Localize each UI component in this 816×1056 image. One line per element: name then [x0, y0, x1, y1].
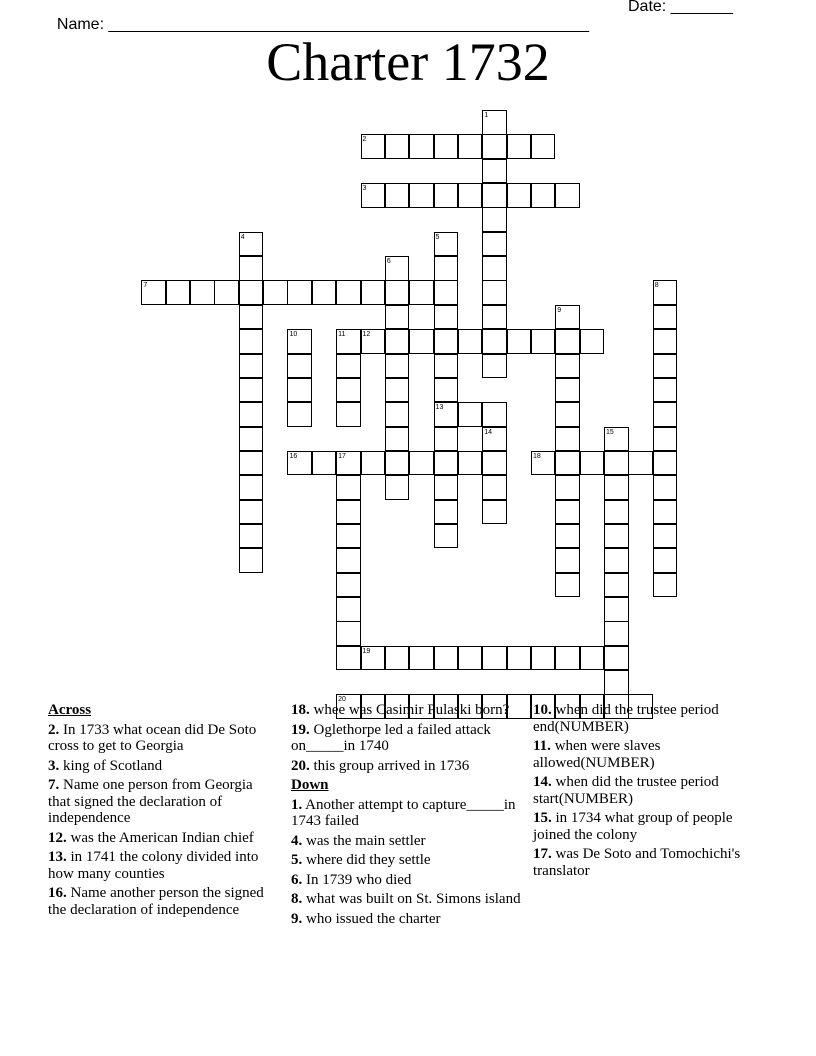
- grid-cell[interactable]: [287, 378, 312, 403]
- grid-cell[interactable]: [336, 621, 361, 646]
- grid-cell[interactable]: [555, 183, 580, 208]
- clue-number-label: 12: [362, 331, 371, 339]
- clue-item: [533, 846, 763, 879]
- clue-item: [291, 911, 521, 928]
- grid-cell[interactable]: [190, 280, 215, 305]
- grid-cell[interactable]: [434, 378, 459, 403]
- clue-number: 11.: [533, 738, 551, 754]
- grid-cell[interactable]: [336, 451, 361, 476]
- grid-cell[interactable]: [653, 475, 678, 500]
- grid-cell[interactable]: [434, 354, 459, 379]
- grid-cell[interactable]: [653, 305, 678, 330]
- grid-cell[interactable]: [239, 548, 264, 573]
- clue-text: was the American Indian chief: [66, 829, 254, 846]
- grid-cell[interactable]: [336, 500, 361, 525]
- grid-cell[interactable]: [531, 183, 556, 208]
- grid-cell[interactable]: [141, 280, 166, 305]
- grid-cell[interactable]: [385, 305, 410, 330]
- clue-text: where did they settle: [302, 852, 431, 868]
- grid-cell[interactable]: [482, 329, 507, 354]
- grid-cell[interactable]: [482, 451, 507, 476]
- clue-text: when were slaves allowed(NUMBER): [533, 738, 661, 771]
- date-field-label[interactable]: Date: _______: [628, 0, 733, 15]
- grid-cell[interactable]: [555, 646, 580, 671]
- grid-cell[interactable]: [653, 427, 678, 452]
- grid-cell[interactable]: [604, 621, 629, 646]
- grid-cell[interactable]: [604, 451, 629, 476]
- clue-number: 12.: [48, 829, 67, 846]
- grid-cell[interactable]: [458, 451, 483, 476]
- clue-text: In 1733 what ocean did De Soto cross to get to Georgia: [48, 721, 257, 754]
- down-clue-list-continued: [533, 702, 763, 879]
- clue-number: 6.: [291, 871, 303, 888]
- grid-cell[interactable]: [361, 280, 386, 305]
- grid-cell[interactable]: [336, 524, 361, 549]
- clue-number: 18.: [291, 702, 310, 718]
- grid-cell[interactable]: [434, 451, 459, 476]
- grid-cell[interactable]: [458, 183, 483, 208]
- clue-number: 14.: [533, 774, 552, 790]
- clue-number: 20.: [291, 757, 310, 774]
- grid-cell[interactable]: [239, 427, 264, 452]
- across-heading: Across: [48, 702, 92, 718]
- grid-cell[interactable]: [482, 427, 507, 452]
- clue-item: [533, 810, 763, 843]
- grid-cell[interactable]: [482, 207, 507, 232]
- clue-number: 10.: [533, 702, 552, 718]
- grid-cell[interactable]: [482, 280, 507, 305]
- grid-cell[interactable]: [555, 378, 580, 403]
- clue-number: 8.: [291, 891, 303, 907]
- grid-cell[interactable]: [239, 475, 264, 500]
- grid-cell[interactable]: [385, 329, 410, 354]
- grid-cell[interactable]: [287, 329, 312, 354]
- grid-cell[interactable]: [239, 280, 264, 305]
- grid-cell[interactable]: [409, 451, 434, 476]
- clue-text: was the main settler: [302, 832, 426, 849]
- grid-cell[interactable]: [409, 134, 434, 159]
- grid-cell[interactable]: [604, 597, 629, 622]
- grid-cell[interactable]: [409, 646, 434, 671]
- grid-cell[interactable]: [385, 402, 410, 427]
- grid-cell[interactable]: [434, 305, 459, 330]
- grid-cell[interactable]: [263, 280, 288, 305]
- grid-cell[interactable]: [336, 354, 361, 379]
- clue-text: this group arrived in 1736: [309, 757, 470, 774]
- clue-item: [291, 758, 521, 775]
- grid-cell[interactable]: [239, 232, 264, 257]
- grid-cell[interactable]: [336, 597, 361, 622]
- grid-cell[interactable]: [531, 329, 556, 354]
- clue-number: 16.: [48, 885, 67, 901]
- grid-cell[interactable]: [653, 354, 678, 379]
- grid-cell[interactable]: [604, 548, 629, 573]
- grid-cell[interactable]: [482, 110, 507, 135]
- clue-text: when did the trustee period start(NUMBER): [533, 774, 719, 807]
- grid-cell[interactable]: [482, 354, 507, 379]
- grid-cell[interactable]: [653, 573, 678, 598]
- across-clue-list: [48, 722, 278, 919]
- grid-cell[interactable]: [361, 451, 386, 476]
- clue-item: [291, 872, 521, 889]
- grid-cell[interactable]: [604, 500, 629, 525]
- grid-cell[interactable]: [239, 354, 264, 379]
- grid-cell[interactable]: [385, 183, 410, 208]
- grid-cell[interactable]: [336, 280, 361, 305]
- grid-cell[interactable]: [385, 646, 410, 671]
- grid-cell[interactable]: [239, 402, 264, 427]
- grid-cell[interactable]: [458, 646, 483, 671]
- clue-item: [291, 852, 521, 869]
- grid-cell[interactable]: [312, 451, 337, 476]
- grid-cell[interactable]: [482, 305, 507, 330]
- grid-cell[interactable]: [555, 305, 580, 330]
- grid-cell[interactable]: [287, 354, 312, 379]
- clue-text: Name one person from Georgia that signed the declaration of independence: [48, 777, 253, 826]
- grid-cell[interactable]: [434, 183, 459, 208]
- clue-item: [48, 849, 278, 882]
- clue-item: [291, 722, 521, 755]
- clue-text: king of Scotland: [59, 757, 163, 774]
- grid-cell[interactable]: [531, 646, 556, 671]
- grid-cell[interactable]: [385, 378, 410, 403]
- grid-cell[interactable]: [653, 548, 678, 573]
- grid-cell[interactable]: [653, 378, 678, 403]
- grid-cell[interactable]: [434, 256, 459, 281]
- grid-cell[interactable]: [336, 573, 361, 598]
- grid-cell[interactable]: [287, 280, 312, 305]
- clue-text: who issued the charter: [302, 910, 441, 927]
- grid-cell[interactable]: [409, 329, 434, 354]
- grid-cell[interactable]: [604, 670, 629, 695]
- grid-cell[interactable]: [555, 524, 580, 549]
- clue-number-label: 10: [289, 331, 298, 339]
- grid-cell[interactable]: [580, 451, 605, 476]
- clue-number-label: 7: [143, 282, 148, 290]
- clue-text: In 1739 who died: [302, 871, 412, 888]
- grid-cell[interactable]: [604, 573, 629, 598]
- grid-cell[interactable]: [482, 134, 507, 159]
- clue-number-label: 16: [289, 452, 298, 460]
- grid-cell[interactable]: [434, 646, 459, 671]
- grid-cell[interactable]: [434, 329, 459, 354]
- grid-cell[interactable]: [336, 646, 361, 671]
- clue-text: in 1734 what group of people joined the colony: [533, 810, 733, 843]
- grid-cell[interactable]: [482, 402, 507, 427]
- grid-cell[interactable]: [580, 646, 605, 671]
- clue-number-label: 19: [362, 647, 371, 655]
- clues-column-1: [48, 702, 278, 921]
- grid-cell[interactable]: [239, 329, 264, 354]
- clue-number-label: 4: [240, 233, 245, 241]
- clue-text: Another attempt to capture_____in 1743 failed: [291, 796, 516, 829]
- clue-number: 19.: [291, 721, 310, 738]
- clue-number-label: 14: [484, 428, 493, 436]
- grid-cell[interactable]: [239, 378, 264, 403]
- grid-cell[interactable]: [385, 451, 410, 476]
- grid-cell[interactable]: [507, 134, 532, 159]
- grid-cell[interactable]: [361, 646, 386, 671]
- grid-cell[interactable]: [385, 134, 410, 159]
- grid-cell[interactable]: [653, 329, 678, 354]
- grid-cell[interactable]: [385, 354, 410, 379]
- clue-item: [48, 722, 278, 755]
- grid-cell[interactable]: [239, 256, 264, 281]
- clue-number-label: 3: [362, 185, 367, 193]
- grid-cell[interactable]: [214, 280, 239, 305]
- clue-item: [291, 833, 521, 850]
- clue-number-label: 17: [338, 452, 346, 460]
- grid-cell[interactable]: [361, 134, 386, 159]
- clue-item: [48, 830, 278, 847]
- grid-cell[interactable]: [580, 329, 605, 354]
- grid-cell[interactable]: [653, 280, 678, 305]
- grid-cell[interactable]: [555, 354, 580, 379]
- clue-number: 9.: [291, 910, 303, 927]
- grid-cell[interactable]: [239, 451, 264, 476]
- clue-item: [533, 774, 763, 807]
- clue-number: 2.: [48, 721, 60, 738]
- grid-cell[interactable]: [482, 646, 507, 671]
- grid-cell[interactable]: [385, 280, 410, 305]
- grid-cell[interactable]: [434, 134, 459, 159]
- clue-text: Name another person the signed the declaration of independence: [48, 885, 264, 918]
- grid-cell[interactable]: [555, 548, 580, 573]
- clues-column-2: [291, 702, 521, 930]
- grid-cell[interactable]: [385, 475, 410, 500]
- grid-cell[interactable]: [653, 500, 678, 525]
- grid-cell[interactable]: [604, 524, 629, 549]
- grid-cell[interactable]: [482, 500, 507, 525]
- clue-item: [291, 702, 521, 719]
- grid-cell[interactable]: [555, 573, 580, 598]
- grid-cell[interactable]: [336, 329, 361, 354]
- clue-item: [48, 758, 278, 775]
- grid-cell[interactable]: [336, 378, 361, 403]
- grid-cell[interactable]: [482, 256, 507, 281]
- clue-number: 15.: [533, 810, 552, 826]
- down-heading: Down: [291, 777, 329, 793]
- grid-cell[interactable]: [555, 475, 580, 500]
- grid-cell[interactable]: [555, 329, 580, 354]
- clue-text: what was built on St. Simons island: [302, 891, 521, 907]
- clue-number-label: 13: [435, 404, 444, 412]
- grid-cell[interactable]: [653, 402, 678, 427]
- grid-cell[interactable]: [239, 524, 264, 549]
- clue-item: [533, 738, 763, 771]
- clue-number: 3.: [48, 757, 60, 774]
- grid-cell[interactable]: [434, 500, 459, 525]
- clue-item: [48, 777, 278, 827]
- grid-cell[interactable]: [507, 183, 532, 208]
- grid-cell[interactable]: [555, 402, 580, 427]
- grid-cell[interactable]: [628, 451, 653, 476]
- grid-cell[interactable]: [507, 646, 532, 671]
- grid-cell[interactable]: [312, 280, 337, 305]
- grid-cell[interactable]: [434, 280, 459, 305]
- clue-number: 13.: [48, 849, 67, 865]
- grid-cell[interactable]: [385, 256, 410, 281]
- grid-cell[interactable]: [458, 402, 483, 427]
- clue-number-label: 5: [435, 233, 440, 241]
- clue-text: whee was Casimir Pulaski born?: [309, 702, 510, 718]
- grid-cell[interactable]: [555, 500, 580, 525]
- grid-cell[interactable]: [604, 427, 629, 452]
- grid-cell[interactable]: [653, 524, 678, 549]
- grid-cell[interactable]: [434, 524, 459, 549]
- clue-number-label: 15: [606, 428, 614, 436]
- grid-cell[interactable]: [434, 402, 459, 427]
- grid-cell[interactable]: [361, 329, 386, 354]
- grid-cell[interactable]: [336, 548, 361, 573]
- grid-cell[interactable]: [653, 451, 678, 476]
- grid-cell[interactable]: [287, 451, 312, 476]
- down-clue-list: [291, 797, 521, 928]
- clue-number: 17.: [533, 846, 552, 862]
- grid-cell[interactable]: [434, 232, 459, 257]
- grid-cell[interactable]: [555, 451, 580, 476]
- page-title: Charter 1732: [266, 32, 550, 92]
- grid-cell[interactable]: [336, 402, 361, 427]
- grid-cell[interactable]: [239, 500, 264, 525]
- grid-cell[interactable]: [507, 329, 532, 354]
- clue-item: [291, 891, 521, 908]
- clue-number-label: 8: [654, 282, 659, 290]
- grid-cell[interactable]: [531, 451, 556, 476]
- across-clue-list-continued: [291, 702, 521, 774]
- grid-cell[interactable]: [409, 183, 434, 208]
- clue-number-label: 20: [338, 696, 346, 704]
- clues-column-3: [533, 702, 763, 882]
- clue-number: 7.: [48, 777, 60, 793]
- grid-cell[interactable]: [555, 427, 580, 452]
- grid-cell[interactable]: [458, 134, 483, 159]
- grid-cell[interactable]: [604, 475, 629, 500]
- grid-cell[interactable]: [434, 475, 459, 500]
- grid-cell[interactable]: [166, 280, 191, 305]
- clue-item: [291, 797, 521, 830]
- clue-text: was De Soto and Tomochichi's translator: [533, 846, 741, 879]
- clue-text: Oglethorpe led a failed attack on_____in 1740: [291, 721, 491, 754]
- grid-cell[interactable]: [239, 305, 264, 330]
- clue-number: 1.: [291, 796, 303, 813]
- clue-number: 5.: [291, 852, 303, 868]
- grid-cell[interactable]: [482, 183, 507, 208]
- clue-number-label: 9: [557, 306, 562, 314]
- grid-cell[interactable]: [482, 159, 507, 184]
- grid-cell[interactable]: [385, 427, 410, 452]
- clue-item: [48, 885, 278, 918]
- grid-cell[interactable]: [482, 232, 507, 257]
- clue-text: when did the trustee period end(NUMBER): [533, 702, 719, 735]
- grid-cell[interactable]: [482, 475, 507, 500]
- clue-number-label: 18: [532, 452, 541, 460]
- grid-cell[interactable]: [531, 134, 556, 159]
- grid-cell[interactable]: [287, 402, 312, 427]
- grid-cell[interactable]: [409, 280, 434, 305]
- clue-number: 4.: [291, 832, 303, 849]
- clue-number-label: 2: [362, 136, 367, 144]
- clue-number-label: 11: [338, 331, 346, 339]
- clue-item: [533, 702, 763, 735]
- grid-cell[interactable]: [434, 427, 459, 452]
- grid-cell[interactable]: [458, 329, 483, 354]
- name-field-label[interactable]: Name: ______________________________________________________: [56, 16, 589, 33]
- grid-cell[interactable]: [604, 646, 629, 671]
- clue-number-label: 1: [484, 112, 489, 119]
- grid-cell[interactable]: [361, 183, 386, 208]
- clue-text: in 1741 the colony divided into how many counties: [48, 849, 259, 882]
- grid-cell[interactable]: [336, 475, 361, 500]
- clue-number-label: 6: [386, 258, 391, 266]
